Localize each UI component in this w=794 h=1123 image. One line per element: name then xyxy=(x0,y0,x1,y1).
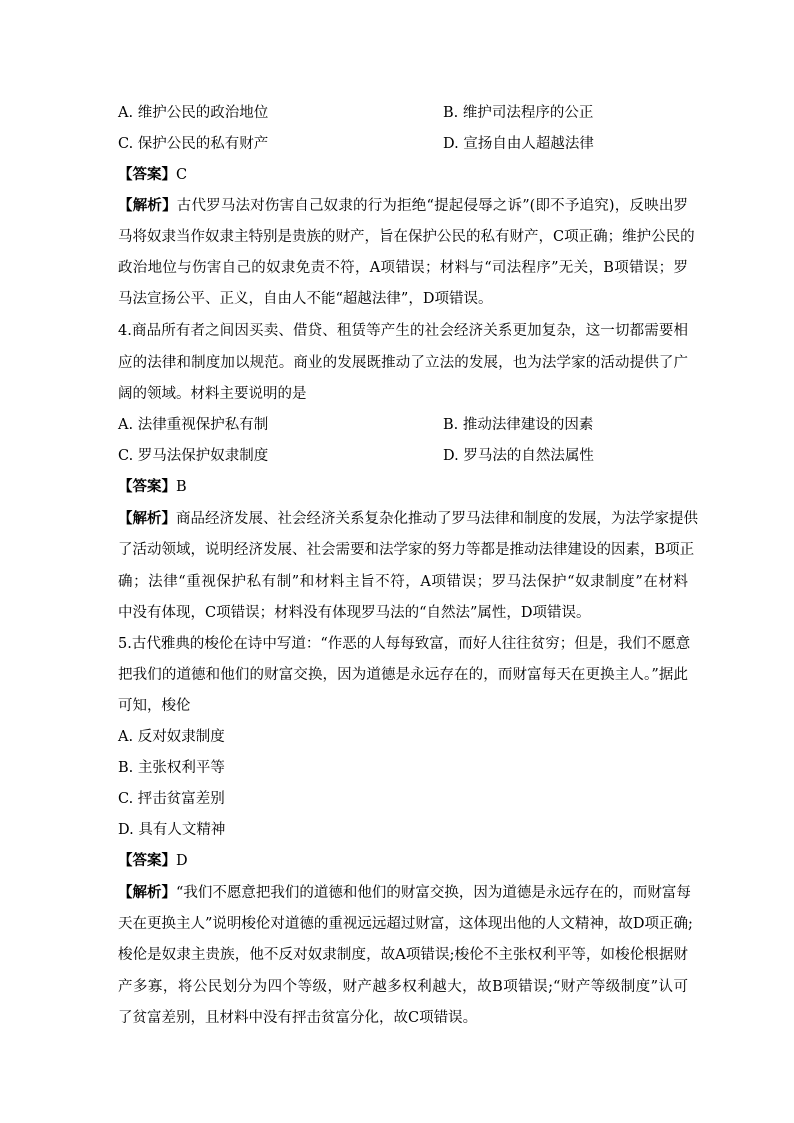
answer-label: 【答案】 xyxy=(118,478,176,495)
answer-value: C xyxy=(176,167,188,183)
q3-option-a: A. 维护公民的政治地位 xyxy=(118,105,269,121)
q4-option-d: D. 罗马法的自然法属性 xyxy=(443,448,594,464)
q3-analysis-line: 马法宣扬公平、正义，自由人不能“超越法律”，D项错误。 xyxy=(118,291,493,307)
q4-analysis-line: 【解析】商品经济发展、社会经济关系复杂化推动了罗马法律和制度的发展，为法学家提供 xyxy=(118,510,698,527)
q5-option-d: D. 具有人文精神 xyxy=(118,822,226,838)
q4-answer xyxy=(118,478,688,496)
q3-option-c: C. 保护公民的私有财产 xyxy=(118,136,269,152)
q4-option-c: C. 罗马法保护奴隶制度 xyxy=(118,448,269,464)
q5-analysis-line: 梭伦是奴隶主贵族，他不反对奴隶制度，故A项错误;梭伦不主张权利平等，如梭伦根据财 xyxy=(118,947,688,963)
q5-analysis-line: 天在更换主人”说明梭伦对道德的重视远远超过财富，这体现出他的人文精神，故D项正确; xyxy=(118,916,693,932)
q3-analysis-line: 【解析】古代罗马法对伤害自己奴隶的行为拒绝“提起侵辱之诉”(即不予追究)，反映出罗 xyxy=(118,197,689,214)
q4-stem-line: 阔的领域。材料主要说明的是 xyxy=(118,386,307,402)
analysis-label: 【解析】 xyxy=(118,884,176,901)
q3-option-d: D. 宣扬自由人超越法律 xyxy=(443,136,594,152)
q5-analysis-line: 产多寡，将公民划分为四个等级，财产越多权利越大，故B项错误;“财产等级制度”认可 xyxy=(118,979,688,995)
q4-stem-line: 4.商品所有者之间因买卖、借贷、租赁等产生的社会经济关系更加复杂，这一切都需要相 xyxy=(118,323,688,339)
q3-analysis-line: 政治地位与伤害自己的奴隶免责不符，A项错误；材料与“司法程序”无关，B项错误；罗 xyxy=(118,260,688,276)
q5-analysis-line: 了贫富差别，且材料中没有抨击贫富分化，故C项错误。 xyxy=(118,1010,478,1026)
q4-option-a: A. 法律重视保护私有制 xyxy=(118,417,269,433)
q5-stem-line: 可知，梭伦 xyxy=(118,698,191,714)
q5-analysis-line: 【解析】“我们不愿意把我们的道德和他们的财富交换，因为道德是永远存在的，而财富每 xyxy=(118,884,691,901)
q5-option-a: A. 反对奴隶制度 xyxy=(118,729,225,745)
q4-option-b: B. 推动法律建设的因素 xyxy=(443,417,594,433)
answer-label: 【答案】 xyxy=(118,166,176,183)
q4-stem-line: 应的法律和制度加以规范。商业的发展既推动了立法的发展，也为法学家的活动提供了广 xyxy=(118,355,688,371)
q5-answer xyxy=(118,852,688,870)
answer-value: B xyxy=(176,479,187,495)
q5-option-b: B. 主张权利平等 xyxy=(118,760,225,776)
q4-analysis-line: 确；法律“重视保护私有制”和材料主旨不符，A项错误；罗马法保护“奴隶制度”在材料 xyxy=(118,574,688,590)
q3-answer xyxy=(118,166,688,184)
q3-analysis-line: 马将奴隶当作奴隶主特别是贵族的财产，旨在保护公民的私有财产，C项正确；维护公民的 xyxy=(118,229,695,245)
q5-stem-line: 5.古代雅典的梭伦在诗中写道：“作恶的人每每致富，而好人往往贫穷；但是，我们不愿意 xyxy=(118,636,691,652)
q4-analysis-line: 中没有体现，C项错误；材料没有体现罗马法的“自然法”属性，D项错误。 xyxy=(118,605,591,621)
analysis-label: 【解析】 xyxy=(118,510,176,527)
q5-option-c: C. 抨击贫富差别 xyxy=(118,791,225,807)
q4-analysis-line: 了活动领域，说明经济发展、社会需要和法学家的努力等都是推动法律建设的因素，B项正 xyxy=(118,542,695,558)
q5-stem-line: 把我们的道德和他们的财富交换，因为道德是永远存在的，而财富每天在更换主人。”据此 xyxy=(118,667,688,683)
q3-option-b: B. 维护司法程序的公正 xyxy=(443,105,594,121)
analysis-label: 【解析】 xyxy=(118,197,177,214)
answer-label: 【答案】 xyxy=(118,852,176,869)
answer-value: D xyxy=(176,853,188,869)
